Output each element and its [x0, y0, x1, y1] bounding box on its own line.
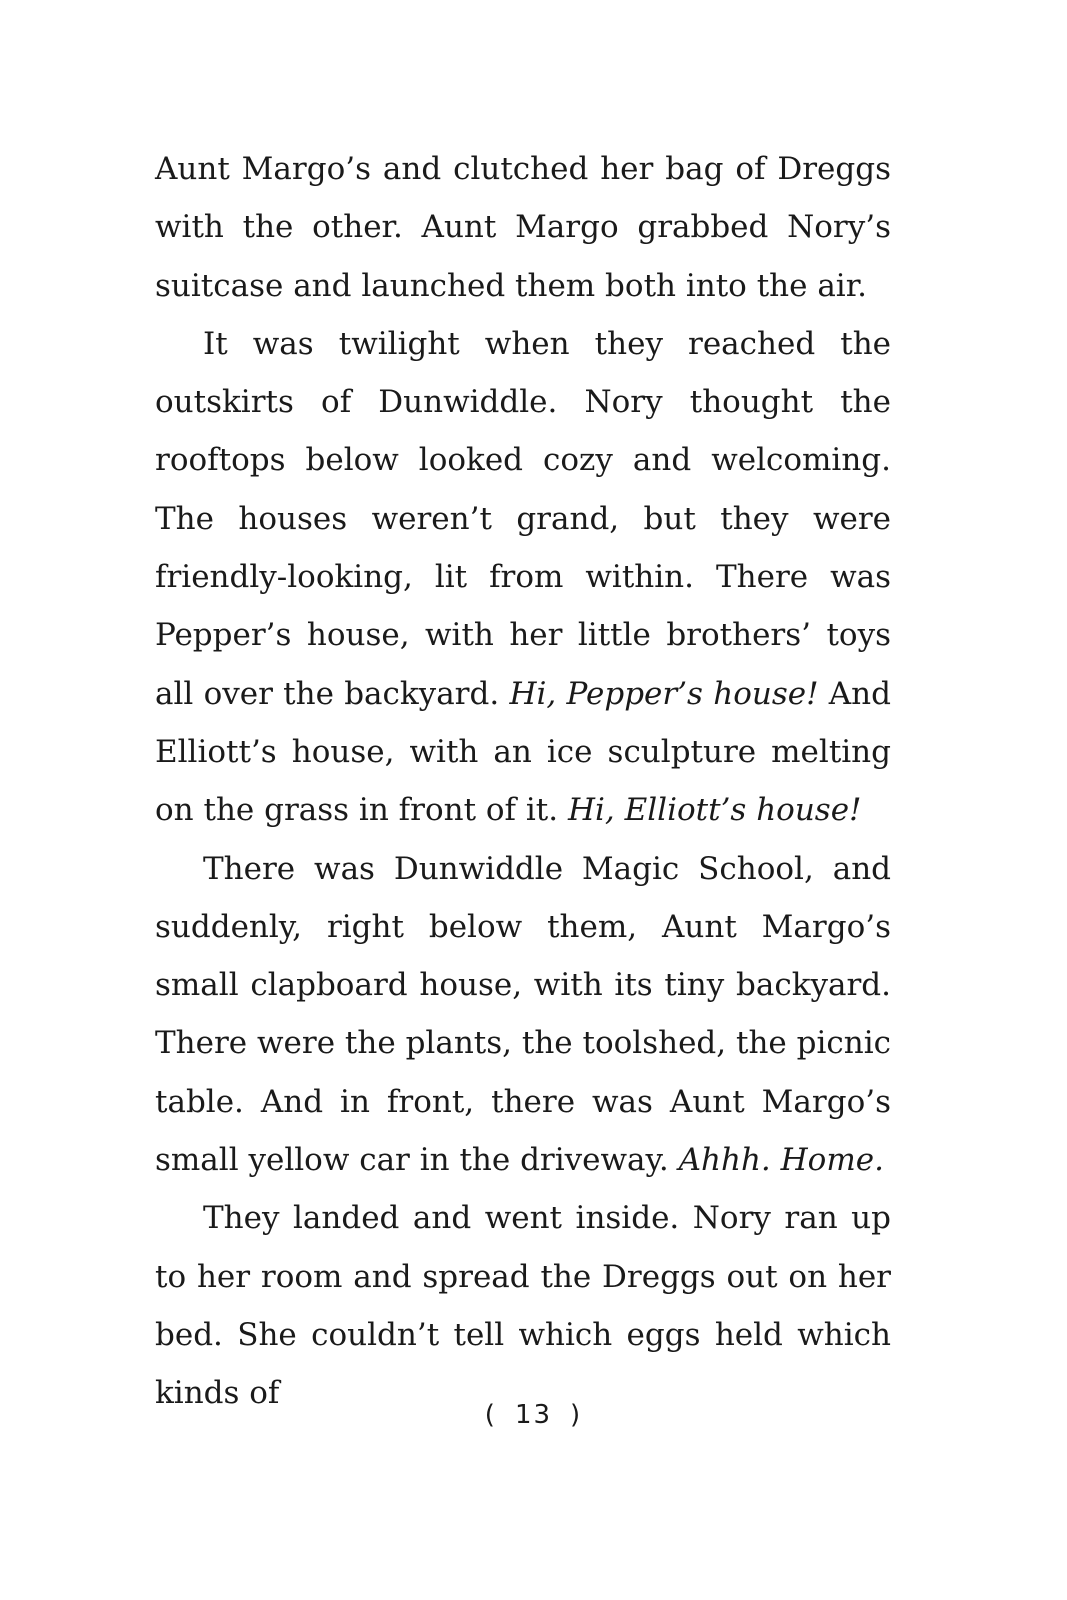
paragraph-3 [155, 840, 891, 1190]
paragraph-2-text-a: It was twilight when they reached the outskirts of Dunwiddle. Nory thought the rooftops below looked cozy and welcoming. The houses weren’t grand, but they were friendly-looking, lit from within. There was Pepper’s house, with her little brothers’ toys all over the backyard. [155, 325, 891, 712]
page-number [0, 1400, 1067, 1430]
paragraph-2-italic-a: Hi, Pepper’s house! [509, 675, 819, 712]
page-number-close-paren: ) [570, 1400, 583, 1430]
paragraph-4 [155, 1189, 891, 1422]
paragraph-4-text: They landed and went inside. Nory ran up to her room and spread the Dreggs out on her bed. She couldn’t tell which eggs held which kinds of [155, 1200, 891, 1412]
page-number-value: 13 [514, 1400, 553, 1430]
paragraph-1-text: Aunt Margo’s and clutched her bag of Dreggs with the other. Aunt Margo grabbed Nory’s suitcase and launched them both into the air. [155, 151, 891, 304]
paragraph-3-text: There was Dunwiddle Magic School, and suddenly, right below them, Aunt Margo’s small clapboard house, with its tiny backyard. There were the plants, the toolshed, the picnic table. And in front, there was Aunt Margo’s small yellow car in the driveway. [155, 850, 891, 1179]
paragraph-3-italic: Ahhh. Home. [678, 1142, 884, 1179]
body-text [155, 140, 891, 1423]
paragraph-2-italic-b: Hi, Elliott’s house! [567, 792, 862, 829]
paragraph-2 [155, 315, 891, 840]
page-number-open-paren: ( [484, 1400, 497, 1430]
paragraph-1 [155, 140, 891, 315]
paragraph-2-text-b: And Elliott’s house, with an ice sculpture melting on the grass in front of it. [155, 675, 891, 829]
